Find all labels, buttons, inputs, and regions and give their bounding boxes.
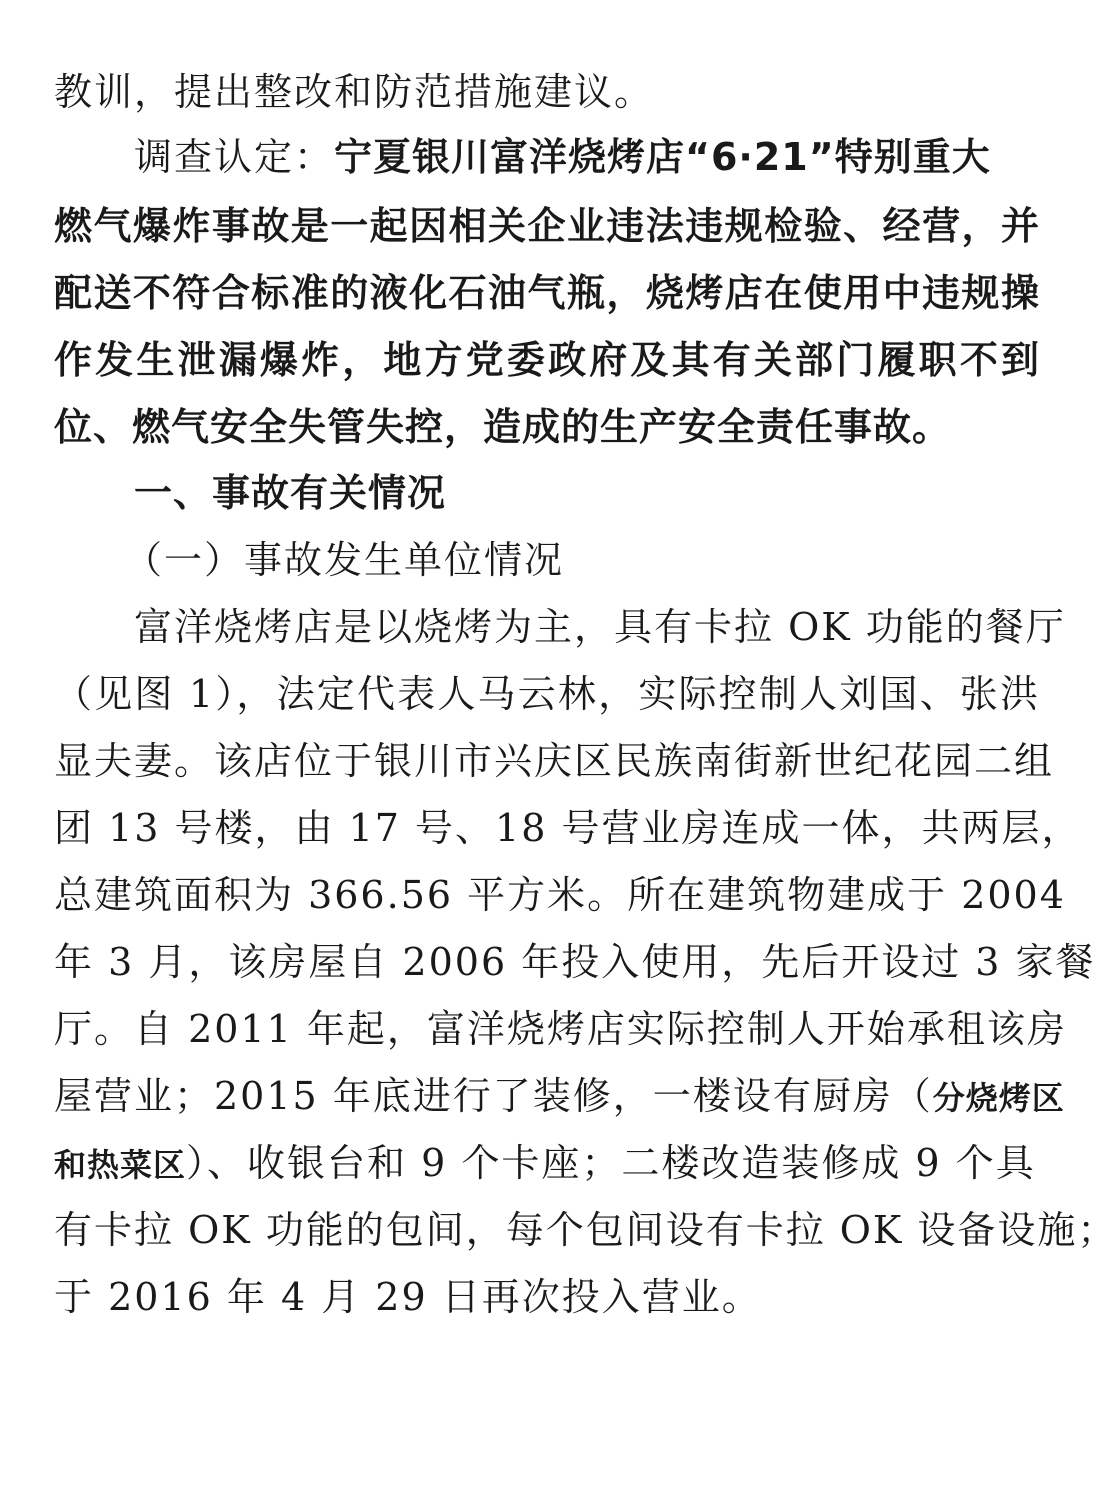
body-line: 富洋烧烤店是以烧烤为主，具有卡拉 OK 功能的餐厅 [134, 605, 1066, 649]
finding-line [134, 127, 1040, 187]
body-line [54, 1066, 1065, 1126]
body-text: ）、收银台和 9 个卡座；二楼改造装修成 9 个具 [186, 1141, 1036, 1185]
body-line [54, 1133, 1040, 1193]
body-line: 厅。自 2011 年起，富洋烧烤店实际控制人开始承租该房 [54, 1007, 1067, 1051]
body-text: 屋营业；2015 年底进行了装修，一楼设有厨房（ [54, 1074, 933, 1118]
body-line: （见图 1），法定代表人马云林，实际控制人刘国、张洪 [54, 672, 1040, 716]
body-line: 团 13 号楼，由 17 号、18 号营业房连成一体，共两层， [54, 806, 1082, 850]
finding-text: 宁夏银川富洋烧烤店“6·21”特别重大 [334, 135, 991, 179]
finding-line: 位、燃气安全失管失控，造成的生产安全责任事故。 [54, 405, 952, 449]
section-heading: 一、事故有关情况 [134, 471, 447, 515]
body-line: 年 3 月，该房屋自 2006 年投入使用，先后开设过 3 家餐 [54, 940, 1096, 984]
finding-line: 配送不符合标准的液化石油气瓶，烧烤店在使用中违规操 [54, 271, 1040, 315]
body-text-small: 和热菜区 [54, 1146, 187, 1184]
finding-line: 作发生泄漏爆炸，地方党委政府及其有关部门履职不到 [54, 338, 1040, 382]
finding-label: 调查认定： [134, 135, 335, 179]
body-line: 总建筑面积为 366.56 平方米。所在建筑物建成于 2004 [54, 873, 1066, 917]
body-line: 显夫妻。该店位于银川市兴庆区民族南街新世纪花园二组 [54, 739, 1055, 783]
finding-line: 燃气爆炸事故是一起因相关企业违法违规检验、经营，并 [54, 204, 1040, 248]
text-line: 教训，提出整改和防范措施建议。 [54, 70, 655, 114]
subsection-heading: （一）事故发生单位情况 [124, 538, 565, 582]
body-line: 于 2016 年 4 月 29 日再次投入营业。 [54, 1275, 762, 1319]
body-text-small: 分烧烤区 [932, 1079, 1065, 1117]
body-line: 有卡拉 OK 功能的包间，每个包间设有卡拉 OK 设备设施； [54, 1208, 1117, 1252]
